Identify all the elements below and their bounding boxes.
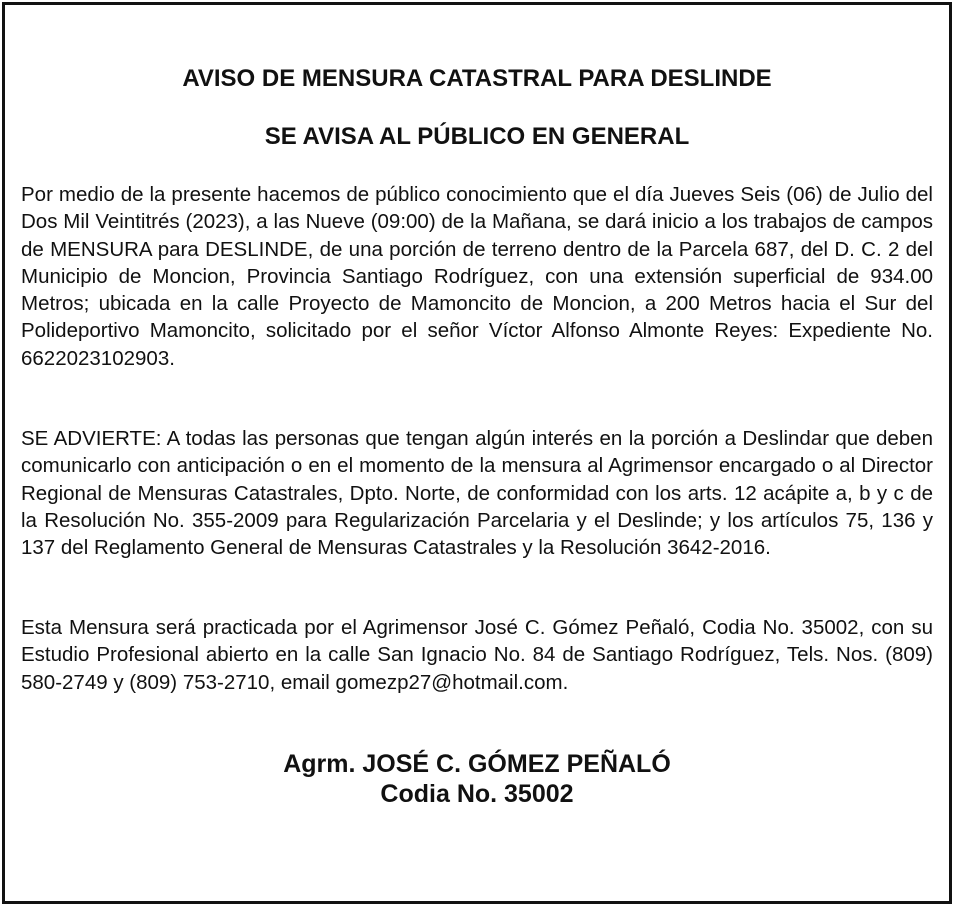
paragraph-surveyor-contact: Esta Mensura será practicada por el Agrimensor José C. Gómez Peñaló, Codia No. 35002, con su Estudio Profesional abierto en la calle San Ignacio No. 84 de Santiago Rodríguez, Tels. Nos. (809) 580-2749 y (809) 753-2710, email gomezp27@hotmail.com.	[21, 616, 933, 694]
paragraph-warning: SE ADVIERTE: A todas las personas que tengan algún interés en la porción a Deslindar que deben comunicarlo con anticipación o en el momento de la mensura al Agrimensor encargado o al Director Regional de Mensuras Catastrales, Dpto. Norte, de conformidad con los arts. 12 acápite a, b y c de la Resolución No. 355-2009 para Regularización Parcelaria y el Deslinde; y los artículos 75, 136 y 137 del Reglamento General de Mensuras Catastrales y la Resolución 3642-2016.	[21, 427, 933, 560]
notice-title: AVISO DE MENSURA CATASTRAL PARA DESLINDE	[182, 65, 772, 92]
signature-codia: Codia No. 35002	[380, 780, 574, 808]
signature-block	[5, 749, 949, 809]
notice-frame	[2, 2, 952, 904]
paragraph-announcement: Por medio de la presente hacemos de público conocimiento que el día Jueves Seis (06) de Julio del Dos Mil Veintitrés (2023), a las Nueve (09:00) de la Mañana, se dará inicio a los trabajos de campos de MENSURA para DESLINDE, de una porción de terreno dentro de la Parcela 687, del D. C. 2 del Municipio de Moncion, Provincia Santiago Rodríguez, con una extensión superficial de 934.00 Metros; ubicada en la calle Proyecto de Mamoncito de Moncion, a 200 Metros hacia el Sur del Polideportivo Mamoncito, solicitado por el señor Víctor Alfonso Almonte Reyes: Expediente No. 6622023102903.	[21, 183, 933, 370]
signature-name: Agrm. JOSÉ C. GÓMEZ PEÑALÓ	[283, 750, 671, 778]
notice-subtitle: SE AVISA AL PÚBLICO EN GENERAL	[264, 123, 690, 150]
